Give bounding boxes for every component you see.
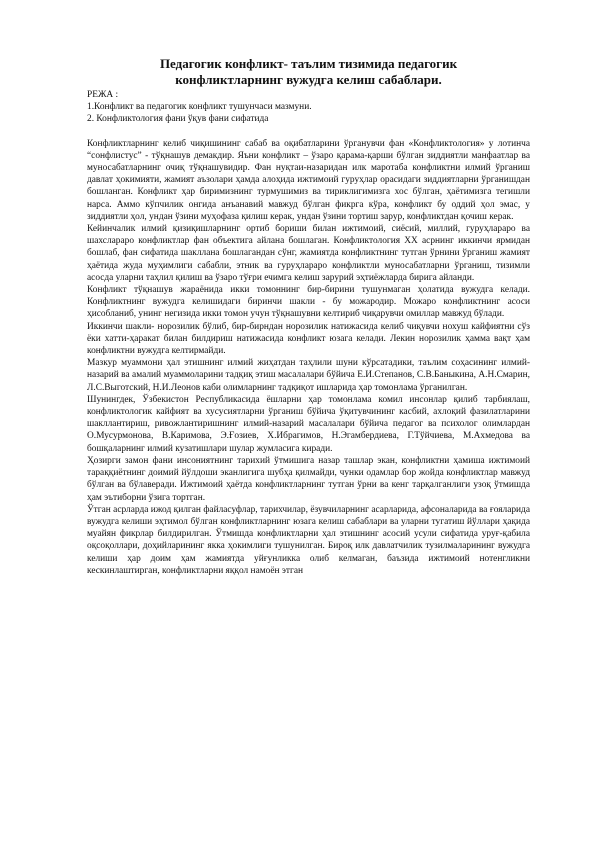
paragraph: Шунингдек, Ўзбекистон Республикасида ёшларни ҳар томонлама комил инсонлар қилиб тарбиялаш, конфликтологик кайфият ва хусусиятларни ўрганиш бўйича ўқитувчининг касбий, ахлоқий фазилатларини шакллантириш, ривожлантиришнинг илмий-назарий масалалари бўйича педагог ва психолог олимлардан О.Мусурмонова, В.Каримова, Э.Ғозиев, Х.Ибрагимов, Н.Эгамбердиева, Г.Тўйчиева, М.Ахмедова ва бошқаларнинг илмий кузатишлари шулар жумласига киради.: [87, 394, 530, 454]
body-text: [87, 138, 530, 577]
paragraph: Иккинчи шакли- норозилик бўлиб, бир-бирндан норозилик натижасида келиб чиқувчи нохуш кайфиятни сўз ёки хатти-ҳаракат билан билдириш натижасида конфликт юзага келади. Лекин норозилик ҳамма вақт ҳам конфликтни вужудга келтирмайди.: [87, 321, 530, 357]
paragraph: Мазкур муаммони ҳал этишнинг илмий жиҳатдан таҳлили шуни кўрсатадики, таълим соҳасининг илмий-назарий ва амалий муаммоларини тадқиқ этиш масалалари бўйича Е.И.Степанов, С.В.Баныкина, А.Н.Смарин, Л.С.Выготский, Н.И.Леонов каби олимларнинг тадқиқот ишларида ҳар томонлама ўрганилган.: [87, 358, 530, 393]
plan-list: [87, 101, 530, 125]
document-title: Педагогик конфликт- таълим тизимида педагогик конфликтларнинг вужудга келиш сабаблари.: [159, 56, 458, 87]
paragraph: Ўтган асрларда ижод қилган файласуфлар, тарихчилар, ёзувчиларнинг асарларида, афсоналарида ва ғояларида вужудга келиши эҳтимол бўлган конфликтларнинг юзага келиш сабаблари ва уларни тугатиш йўллари ҳақида муайян фикрлар билдирилган. Ўтмишда конфликтларни ҳал этишнинг асосий усули сифатида уруғ-қабила оқсоқоллари, доҳийларининг якка ҳокимлиги тушунилган. Бироқ илк давлатчилик тузилмаларининг вужудга келиши ҳар доим ҳам жамиятда уйғунликка олиб келмаган, баъзида ижтимоий нотенгликни кескинлаштирган, конфликтларни яққол намоён этган: [87, 504, 530, 576]
paragraph: Кейинчалик илмий қизиқишларнинг ортиб бориши билан ижтимоий, сиёсий, миллий, гуруҳлараро ва шахслараро конфликтлар фан объектига айлана бошлаган. Конфликтология XX асрнинг иккинчи ярмидан бошлаб, фан сифатида шакллана бошлагандан сўнг, жамиятда конфликтнинг тутган ўрнини ўрганиш жамият ҳаётида жуда муҳимлиги сабабли, этник ва гуруҳлараро конфликтли муносабатларни ўрганиш, тизимли асосда уларни таҳлил қилиш ва ўзаро тўғри ечимга келиш зарурий эҳтиёжларда бирига айланди.: [87, 224, 530, 283]
paragraph: Конфликтларнинг келиб чиқишининг сабаб ва оқибатларини ўрганувчи фан «Конфликтология» у лотинча “сонфлистус” - тўқнашув демакдир. Яъни конфликт – ўзаро қарама-қарши бўлган зиддиятли манфаатлар ва муносабатларнинг очиқ тўқнашувидир. Фан нуқтаи-назаридан илк маротаба конфликтни илмий ўрганиш давлат ҳокимияти, жамият аъзолари ҳамда алоҳида ижтимоий гуруҳлар орасидаги зиддиятларни ўрганишдан бошланган. Конфликт ҳар биримизнинг турмушимиз ва тириклигимизга хос бўлган, ҳаётимизга тегишли нарса. Аммо кўпчилик онгида анъанавий мавжуд бўлган фикрга кўра, конфликт бу оддий ҳол эмас, у зиддиятли ҳол, ундан ўзини муҳофаза қилиш керак, ундан ўзини тортиш зарур, конфликтдан қочиш керак.: [87, 138, 530, 222]
plan-heading: РЕЖА :: [87, 90, 119, 100]
plan-item: 2. Конфликтология фани ўқув фани сифатида: [87, 114, 269, 125]
plan-item: 1.Конфликт ва педагогик конфликт тушунчаси мазмуни.: [87, 102, 312, 113]
paragraph: Ҳозирги замон фани инсониятнинг тарихий ўтмишига назар ташлар экан, конфликтни ҳамиша ижтимоий тараққиётнинг доимий йўлдоши эканлигига шубҳа қилмайди, чунки одамлар бор жойда конфликтлар мавжуд бўлган ва бўлаверади. Ижтимоий ҳаётда конфликтларнинг тутган ўрни ва кенг тарқалганлиги узоқ ўтмишда ҳам эътиборни ўзига тортган.: [87, 455, 530, 503]
paragraph: Конфликт тўқнашув жараёнида икки томоннинг бир-бирини тушунмаган ҳолатида вужудга келади. Конфликтнинг вужудга келишидаги биринчи шакли - бу можародир. Можаро конфликтнинг асоси ҳисобланиб, унинг негизида икки томон учун тўқнашувни келтириб чиқарувчи омиллар мавжуд бўлади.: [87, 285, 530, 320]
